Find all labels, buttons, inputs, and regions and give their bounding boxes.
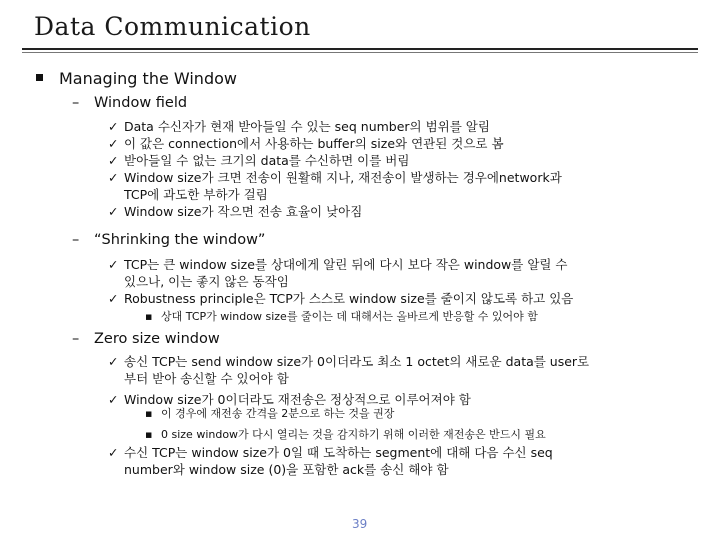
section-heading-text: “Shrinking the window” xyxy=(94,232,266,248)
checkmark-icon: ✓ xyxy=(108,257,119,272)
checkmark-icon: ✓ xyxy=(108,354,119,369)
level1-bullet xyxy=(36,69,237,88)
checkmark-icon: ✓ xyxy=(108,170,119,185)
section-heading-window-field xyxy=(72,95,187,111)
sub-item xyxy=(145,308,538,326)
list-item-text: Window size가 작으면 전송 효율이 낮아짐 xyxy=(124,204,363,219)
checkmark-icon: ✓ xyxy=(108,392,119,407)
shrinking-window-list xyxy=(108,256,573,307)
section-heading-shrinking-window xyxy=(72,232,265,248)
list-item xyxy=(108,290,573,307)
list-item xyxy=(108,152,562,169)
list-item-text: Window size가 0이더라도 재전송은 정상적으로 이루어져야 함 xyxy=(124,392,471,407)
square-bullet-icon xyxy=(36,74,43,81)
list-item-text: 송신 TCP는 send window size가 0이더라도 최소 1 octet의 새로운 data를 user로 부터 받아 송신할 수 있어야 함 xyxy=(124,354,590,386)
zero-window-list-continued xyxy=(108,444,553,478)
list-item xyxy=(108,444,553,478)
list-item xyxy=(108,353,589,387)
page-number: 39 xyxy=(352,517,368,531)
dash-bullet: – xyxy=(72,331,80,347)
zero-window-sublist xyxy=(145,405,546,444)
list-item-text: Data 수신자가 현재 받아들일 수 있는 seq number의 범위를 알림 xyxy=(124,119,490,134)
small-square-bullet-icon: ▪ xyxy=(145,310,153,323)
shrinking-window-sublist xyxy=(145,308,538,326)
dash-bullet: – xyxy=(72,232,80,248)
checkmark-icon: ✓ xyxy=(108,119,119,134)
list-item xyxy=(108,118,562,135)
section-heading-text: Zero size window xyxy=(94,331,220,347)
list-item-text: Window size가 크면 전송이 원활해 지나, 재전송이 발생하는 경우에network과 TCP에 과도한 부하가 걸림 xyxy=(124,170,562,202)
checkmark-icon: ✓ xyxy=(108,445,119,460)
list-item-text: 수신 TCP는 window size가 0일 때 도착하는 segment에 대해 다음 수신 seq number와 window size (0)을 포함한 ack를 송신 해야 함 xyxy=(124,445,553,477)
sub-item xyxy=(145,405,546,423)
list-item-text: 받아들일 수 없는 크기의 data를 수신하면 이를 버림 xyxy=(124,153,410,168)
list-item xyxy=(108,169,562,203)
section-heading-zero-window xyxy=(72,331,220,347)
list-item-text: Robustness principle은 TCP가 스스로 window size를 줄이지 않도록 하고 있음 xyxy=(124,291,574,306)
small-square-bullet-icon: ▪ xyxy=(145,407,153,420)
level1-text: Managing the Window xyxy=(59,69,237,88)
list-item xyxy=(108,203,562,220)
sub-item xyxy=(145,426,546,444)
list-item xyxy=(108,256,573,290)
checkmark-icon: ✓ xyxy=(108,153,119,168)
list-item-text: TCP는 큰 window size를 상대에게 알린 뒤에 다시 보다 작은 window를 알릴 수 있으나, 이는 좋지 않은 동작임 xyxy=(124,257,568,289)
list-item-text: 이 값은 connection에서 사용하는 buffer의 size와 연관된 것으로 봄 xyxy=(124,136,504,151)
checkmark-icon: ✓ xyxy=(108,204,119,219)
sub-item-text: 이 경우에 재전송 간격을 2분으로 하는 것을 권장 xyxy=(161,407,395,420)
section-heading-text: Window field xyxy=(94,95,188,111)
small-square-bullet-icon: ▪ xyxy=(145,428,153,441)
window-field-list xyxy=(108,118,562,220)
sub-item-text: 0 size window가 다시 열리는 것을 감지하기 위해 이러한 재전송은 반드시 필요 xyxy=(161,428,546,441)
checkmark-icon: ✓ xyxy=(108,136,119,151)
title-divider-thin xyxy=(22,52,698,53)
sub-item-text: 상대 TCP가 window size를 줄이는 데 대해서는 올바르게 반응할 수 있어야 함 xyxy=(161,310,538,323)
dash-bullet: – xyxy=(72,95,80,111)
checkmark-icon: ✓ xyxy=(108,291,119,306)
slide-title: Data Communication xyxy=(34,12,311,41)
zero-window-list xyxy=(108,353,589,408)
title-divider xyxy=(22,48,698,50)
list-item xyxy=(108,135,562,152)
